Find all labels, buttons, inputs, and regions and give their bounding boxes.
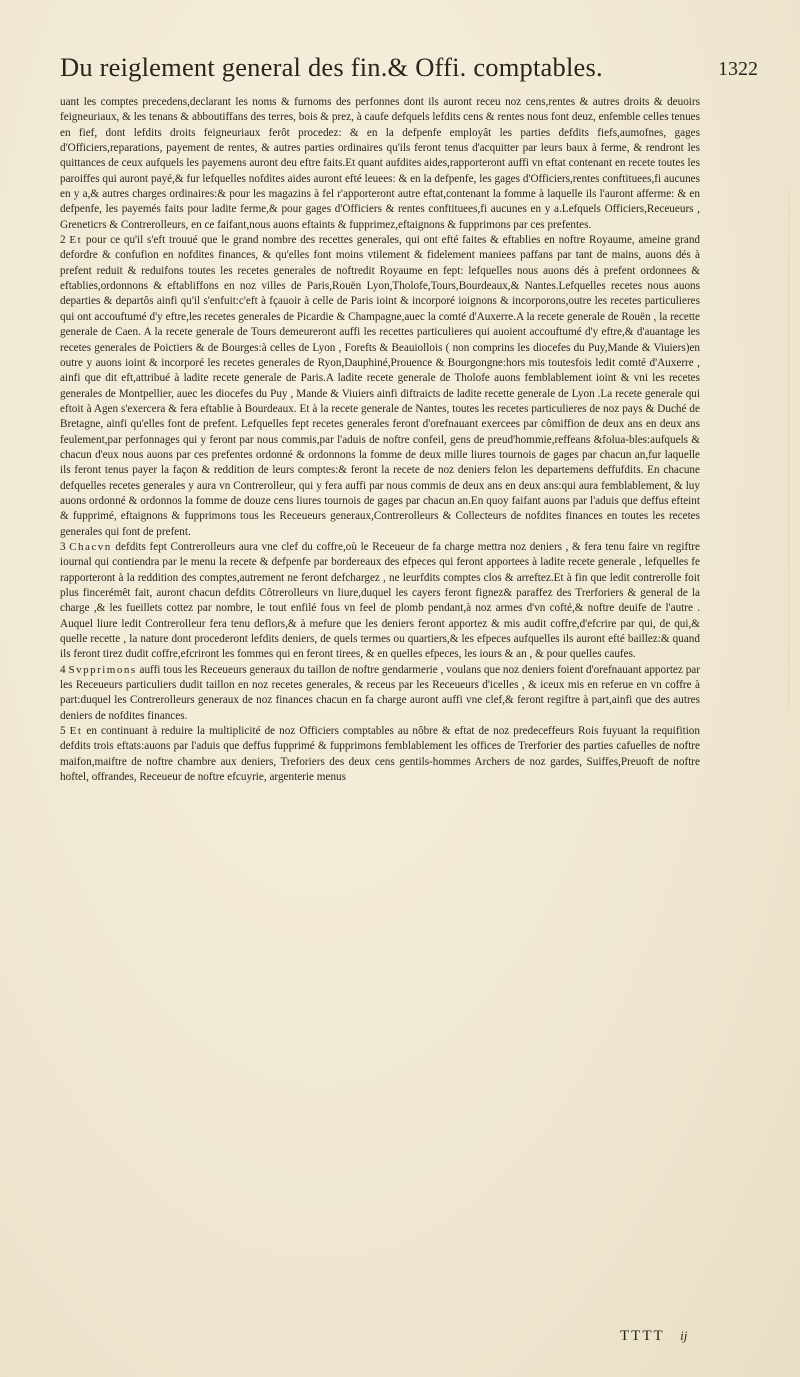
paragraph-text: defdits fept Contrerolleurs aura vne clef du coffre,où le Receueur de fa charge mettra noz deniers , & fera tenu faire vn regiftre iournal qui contiendra par le menu la recete & defpenfe par bordereaux des efpeces qui feront apportees à ladite recete generale , lefquelles fe rapporteront à la reddition des comptes,autrement ne feront defchargez , ne leurfdits comptes clos & arreftez.Et à fin que ledit contrerolle foit plus fincerémêt fait, auront chacun defdits Côtrerolleurs vn liure,duquel les cayers feront fignez& paraffez des Trerforiers & general de la charge ,& les fueillets cottez par nombre, le tout enfilé fous vn feel de plomb pendant,à noz armes d'vn cofté,& noftre deuife de l'autre . Auquel liure ledit Contrerolleur fera tenu deflors,& à mefure que les deniers feront apportez & mis audit coffre,d'efcrire par qui, de qui,& quelle recette , la nature dont procederont lefdits deniers, de quels termes ou quartiers,& les efpeces aufquelles ils auront efté baillez:& quand ils feront tirez dudit coffre,efcriront les fommes qui en feront tirees, & en quelles efpeces, les iours & an , & pour quelles caufes. — [60, 540, 701, 661]
paragraph-text: uant les comptes precedens,declarant les noms & furnoms des perfonnes dont ils auront receu noz cens,rentes & autres droits & deuoirs feigneuriaux, & les tenans & abboutiffans des terres, bois & prez, à caufe defquels lefdits cens & rentes nous font deuz, enfemble celles tenues en fief, dont lefdits droits feigneuriaux ferôt procedez: & en la defpenfe employât les parties defdits fiefs,aumofnes, gages d'Officiers,reparations, payement de rentes, & autres parties ordinaires qu'ils feront tenus d'acquitter par leurs baux à ferme, & rendront les quittances de ceux aufquels les payemens auront deu eftre faits.Et quant aufdites aides,rapporteront auffi vn eftat contenant en recete toutes les paroiffes qui auront payé,& fur lefquelles nofdites aides auront efté leuees: & en la defpenfe, les gages d'Officiers,rentes conftituees,fi aucunes en y a,& autres charges ordinaires:& pour les magazins à fel r'apporteront autre eftat,contenant la fomme à laquelle ils l'auront afferme: & en defpenfe, les payemés faits pour ladite ferme,& pour gages d'Officiers & rentes conftituees,fi aucunes en y a.Lefquels Officiers,Receueurs , Greneticrs & Contrerolleurs, en ce faifant,nous auons eftaints & fupprimez,eftaignons & fupprimons par ces prefentes. — [60, 96, 700, 231]
running-head: Du reiglement general des fin.& Offi. comptables. — [60, 52, 603, 82]
paragraph-3 — [60, 540, 700, 663]
signature-letters: TTTT — [620, 1328, 665, 1344]
paragraph-lead: Et — [69, 725, 83, 738]
signature-sub: ij — [680, 1328, 688, 1343]
paragraph-2 — [60, 233, 700, 540]
paragraph-text: en continuant à reduire la multiplicité de noz Officiers comptables au nôbre & eftat de noz predeceffeurs Rois fuyuant la requifition defdits trois eftats:auons par l'aduis que deffus fupprimé & fupprimons femblablement les offices de Trerforier des parties cafuelles de noftre maifon,maiftre de noftre chambre aux deniers, Treforiers des deux cens gentils-hommes Archers de noz gardes, Suiffes,Preuoft de noftre hoftel, offrandes, Receueur de noftre efcuyrie, argenterie menus — [60, 725, 700, 784]
paragraph-4 — [60, 663, 700, 724]
paragraph-text: pour ce qu'il s'eft trouué que le grand nombre des recettes generales, qui ont efté faites & eftablies en noftre Royaume, ameine grand defordre & confufion en nofdites finances, & qu'elles font moins vtilement & fidelement maniees paffans par tant de mains, auons dés à prefent reduit & reduifons toutes les recetes generales de noftredit Royaume en fept: lefquelles nous auons dés à prefent ordonnees & eftablies,ordonnons & eftabliffons en noz villes de Paris,Rouën Lyon,Tholofe,Tours,Bourdeaux,& Nantes.Lefquelles recetes nous auons departies & departôs ainfi qu'il s'enfuit:c'eft à fçauoir à celle de Paris ioint & incorporé ioignons & incorporons,outre les recetes particulieres qui ont accouftumé d'y eftre,les recetes generales de Picardie & Champagne,auec la comté d'Auxerre.A la recete generale de Rouën , la recette generale de Caen. A la recete generale de Tours demeureront auffi les recettes particulieres qui auoient accouftumé d'y eftre,& d'auantage les recetes generales de Poictiers & de Bourges:à celles de Lyon , Forefts & Beauiollois ( non comprins les diocefes du Puy,Mande & Viuiers)en outre y auons ioint & incorporé les recetes generales de Ryon,Dauphiné,Prouence & Bourgongne:hors mis toutesfois ledit comté d'Auxerre , ainfi que dit eft,attribué à ladite recete generale de Paris.A ladite recete generale de Tholofe auons femblablement ioint & vni les recetes generales de Montpellier, auec les diocefes du Puy , Mande & Viuiers ainfi diftraicts de ladite recette generale de Lyon .La recete generale qui eftoit à Agen s'exercera & fera eftablie à Bourdeaux. Et à la recete generale de Nantes, toutes les recetes particulieres de noz pays & Duché de Bretagne, ainfi qu'elles font de prefent. Lefquelles fept recetes generales feront d'orefnauant exercees par cômiffion de deux ans en deux ans feulement,par perfonnages qui y feront par nous commis,par l'aduis de noftre confeil, gens de preud'hommie,reffeans &folua-bles:aufquels & chacun d'eux nous auons par ces prefentes ordonné & ordonnons la fomme de deux mille liures tournois de gages par chacun an,fur laquelle ils feront tenus payer la façon & reddition de leurs comptes:& feront la recete de noz deniers felon les departemens deffufdits. En chacune defquelles recetes generales y aura vn Contrerolleur, qui y fera auffi par nous commis de deux ans en deux ans:qui aura femblablement, & luy auons ordonné & ordonnos la fomme de douze cens liures tournois de gages par chacun an.En quoy faifant auons par l'aduis que deffus efteint & fupprimé, eftaignons & fupprimons tous les Receueurs generaux,Contrerolleurs & Collecteurs de nofdites finances en toutes les recetes generales qui font de prefent. — [60, 234, 701, 538]
paragraph-5 — [60, 724, 700, 785]
paragraph-number: 5 — [60, 725, 66, 738]
paragraph-text: auffi tous les Receueurs generaux du taillon de noftre gendarmerie , voulans que noz deniers foient d'orefnauant apportez par les Receueurs particuliers dudit taillon en noz recetes generales, & receus par les Receueurs d'icelles , & iceux mis en referue en vn coffre à part:duquel les Contrerolleurs generaux de noz finances chacun en fa charge auront auffi vne clef,& feront regiftre à part,ainfi que des autres deniers de nofdites finances. — [60, 663, 701, 722]
page-header — [60, 52, 760, 92]
page-edge-shadow — [788, 190, 789, 710]
paragraph-number: 3 — [60, 540, 66, 553]
signature-mark — [620, 1328, 687, 1345]
body-text — [60, 95, 700, 785]
paragraph-lead: Svpprimons — [68, 663, 137, 676]
paragraph-1 — [60, 95, 700, 233]
paragraph-lead: Chacvn — [69, 540, 112, 553]
folio-number: 1322 — [718, 58, 758, 80]
paragraph-number: 4 — [60, 663, 66, 676]
paragraph-number: 2 — [60, 234, 66, 247]
paragraph-lead: Et — [69, 234, 83, 247]
